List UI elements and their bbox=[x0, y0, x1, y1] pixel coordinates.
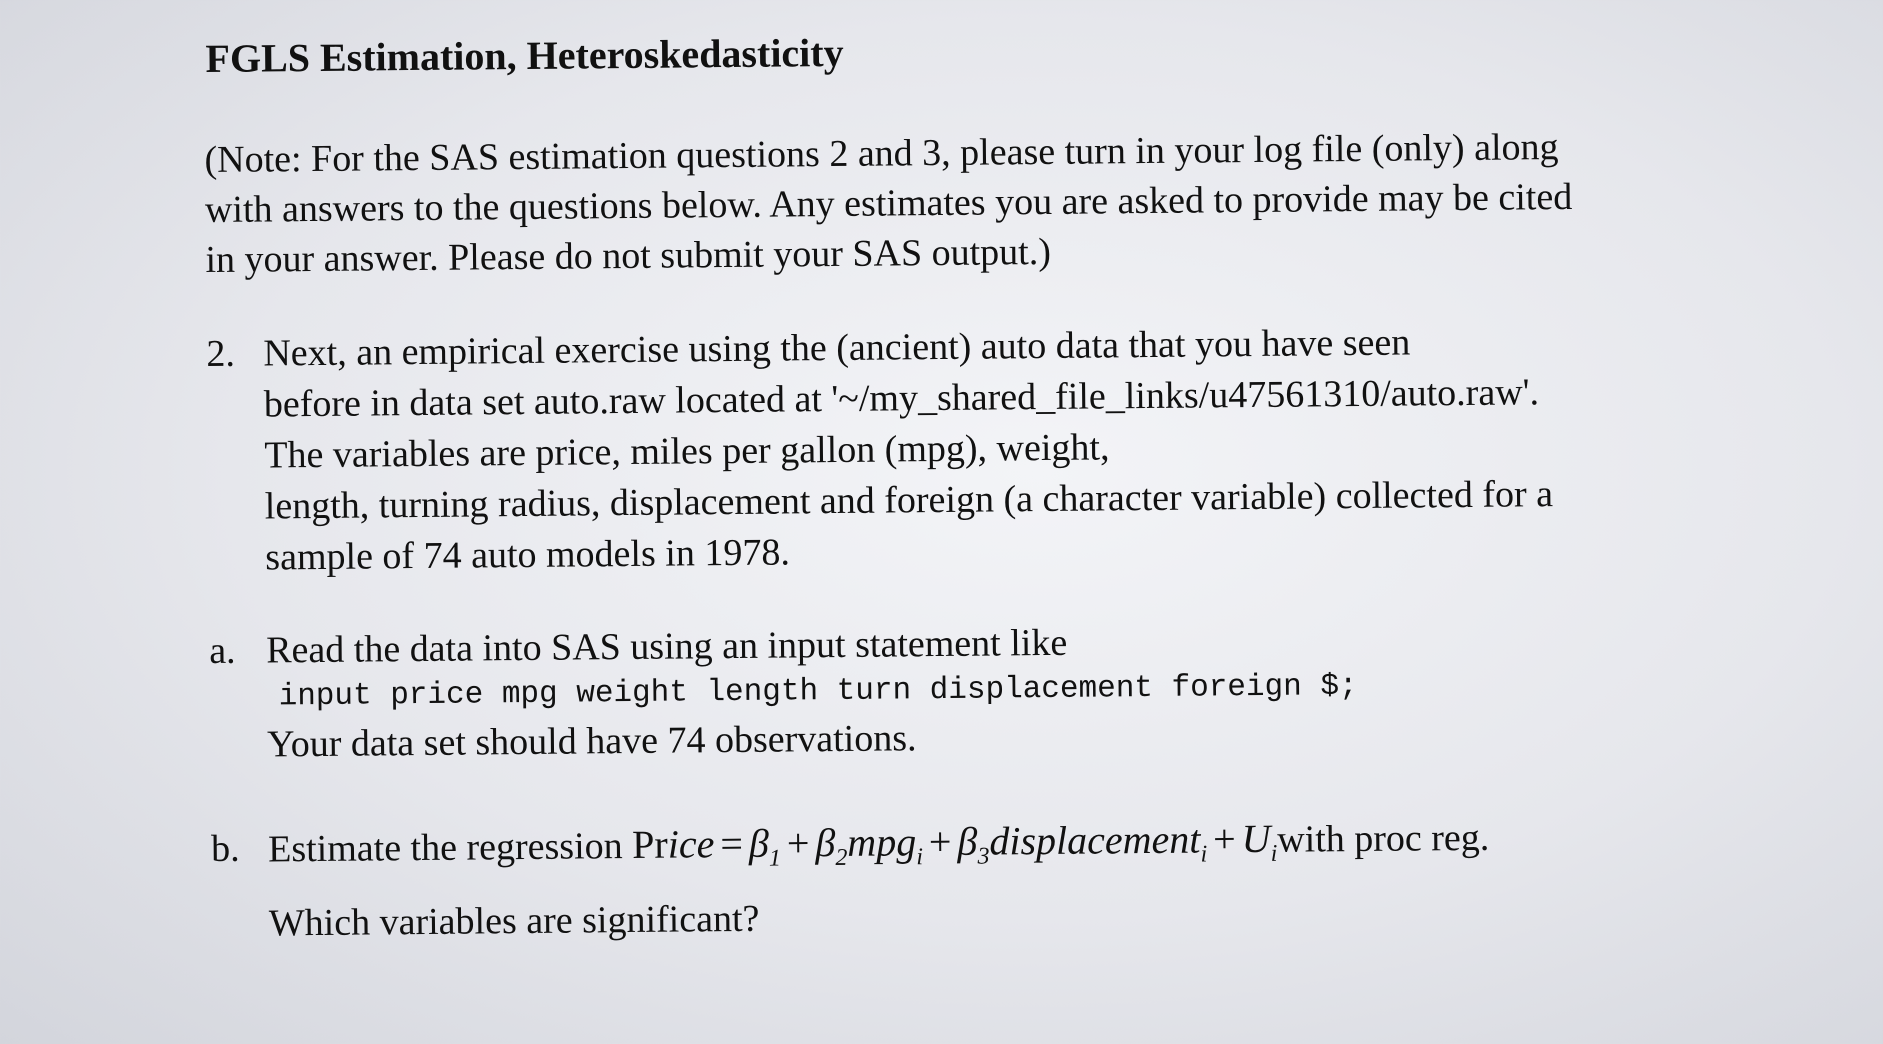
part-b-line-2: Which variables are significant? bbox=[268, 897, 760, 945]
eq-subscript: i bbox=[916, 844, 924, 871]
document-title: FGLS Estimation, Heteroskedasticity bbox=[205, 29, 844, 82]
eq-subscript: 2 bbox=[835, 844, 848, 872]
part-a-label: a. bbox=[209, 629, 236, 673]
eq-plus: + bbox=[1212, 816, 1236, 862]
part-b-body bbox=[268, 804, 1809, 954]
note-line: in your answer. Please do not submit your SAS output.) bbox=[205, 230, 1052, 282]
regression-equation bbox=[631, 815, 1278, 872]
eq-subscript: i bbox=[1200, 841, 1208, 868]
eq-beta: β bbox=[957, 818, 978, 864]
eq-beta: β bbox=[815, 820, 836, 866]
note-line: (Note: For the SAS estimation questions 2 and 3, please turn in your log file (only) along bbox=[204, 126, 1559, 182]
eq-displacement: displacement bbox=[989, 816, 1201, 864]
sas-input-statement: input price mpg weight length turn displacement foreign $; bbox=[278, 669, 1358, 715]
eq-lhs-suffix: ice bbox=[667, 821, 715, 867]
eq-error: U bbox=[1241, 815, 1271, 862]
question-line: sample of 74 auto models in 1978. bbox=[265, 531, 791, 579]
eq-equals: = bbox=[720, 820, 744, 867]
eq-plus: + bbox=[786, 820, 810, 866]
part-a-text: Read the data into SAS using an input statement like bbox=[266, 621, 1068, 672]
part-b-text: Estimate the regression bbox=[267, 824, 633, 871]
part-b-label: b. bbox=[210, 827, 240, 871]
eq-subscript: 1 bbox=[768, 845, 782, 872]
part-b-after-eq: with proc reg. bbox=[1277, 816, 1490, 861]
question-line: The variables are price, miles per gallon (mpg), weight, bbox=[264, 426, 1110, 477]
note-paragraph bbox=[204, 120, 1785, 285]
eq-plus: + bbox=[928, 818, 952, 865]
eq-subscript: i bbox=[1270, 840, 1278, 867]
question-2-body bbox=[263, 314, 1765, 583]
eq-subscript: 3 bbox=[977, 843, 990, 870]
eq-mpg: mpg bbox=[847, 819, 917, 865]
eq-beta: β bbox=[748, 820, 770, 866]
part-a-body bbox=[266, 612, 1807, 769]
note-line: with answers to the questions below. Any estimates you are asked to provide may be cited bbox=[204, 175, 1573, 232]
question-line: Next, an empirical exercise using the (ancient) auto data that you have seen bbox=[263, 321, 1411, 375]
question-line: before in data set auto.raw located at '~/my_shared_file_links/u47561310/auto.raw'. bbox=[263, 371, 1540, 426]
question-line: length, turning radius, displacement and foreign (a character variable) collected for a bbox=[264, 473, 1554, 528]
question-number: 2. bbox=[206, 332, 236, 376]
eq-lhs-prefix: Pr bbox=[631, 821, 668, 867]
part-a-after: Your data set should have 74 observations. bbox=[266, 717, 917, 766]
